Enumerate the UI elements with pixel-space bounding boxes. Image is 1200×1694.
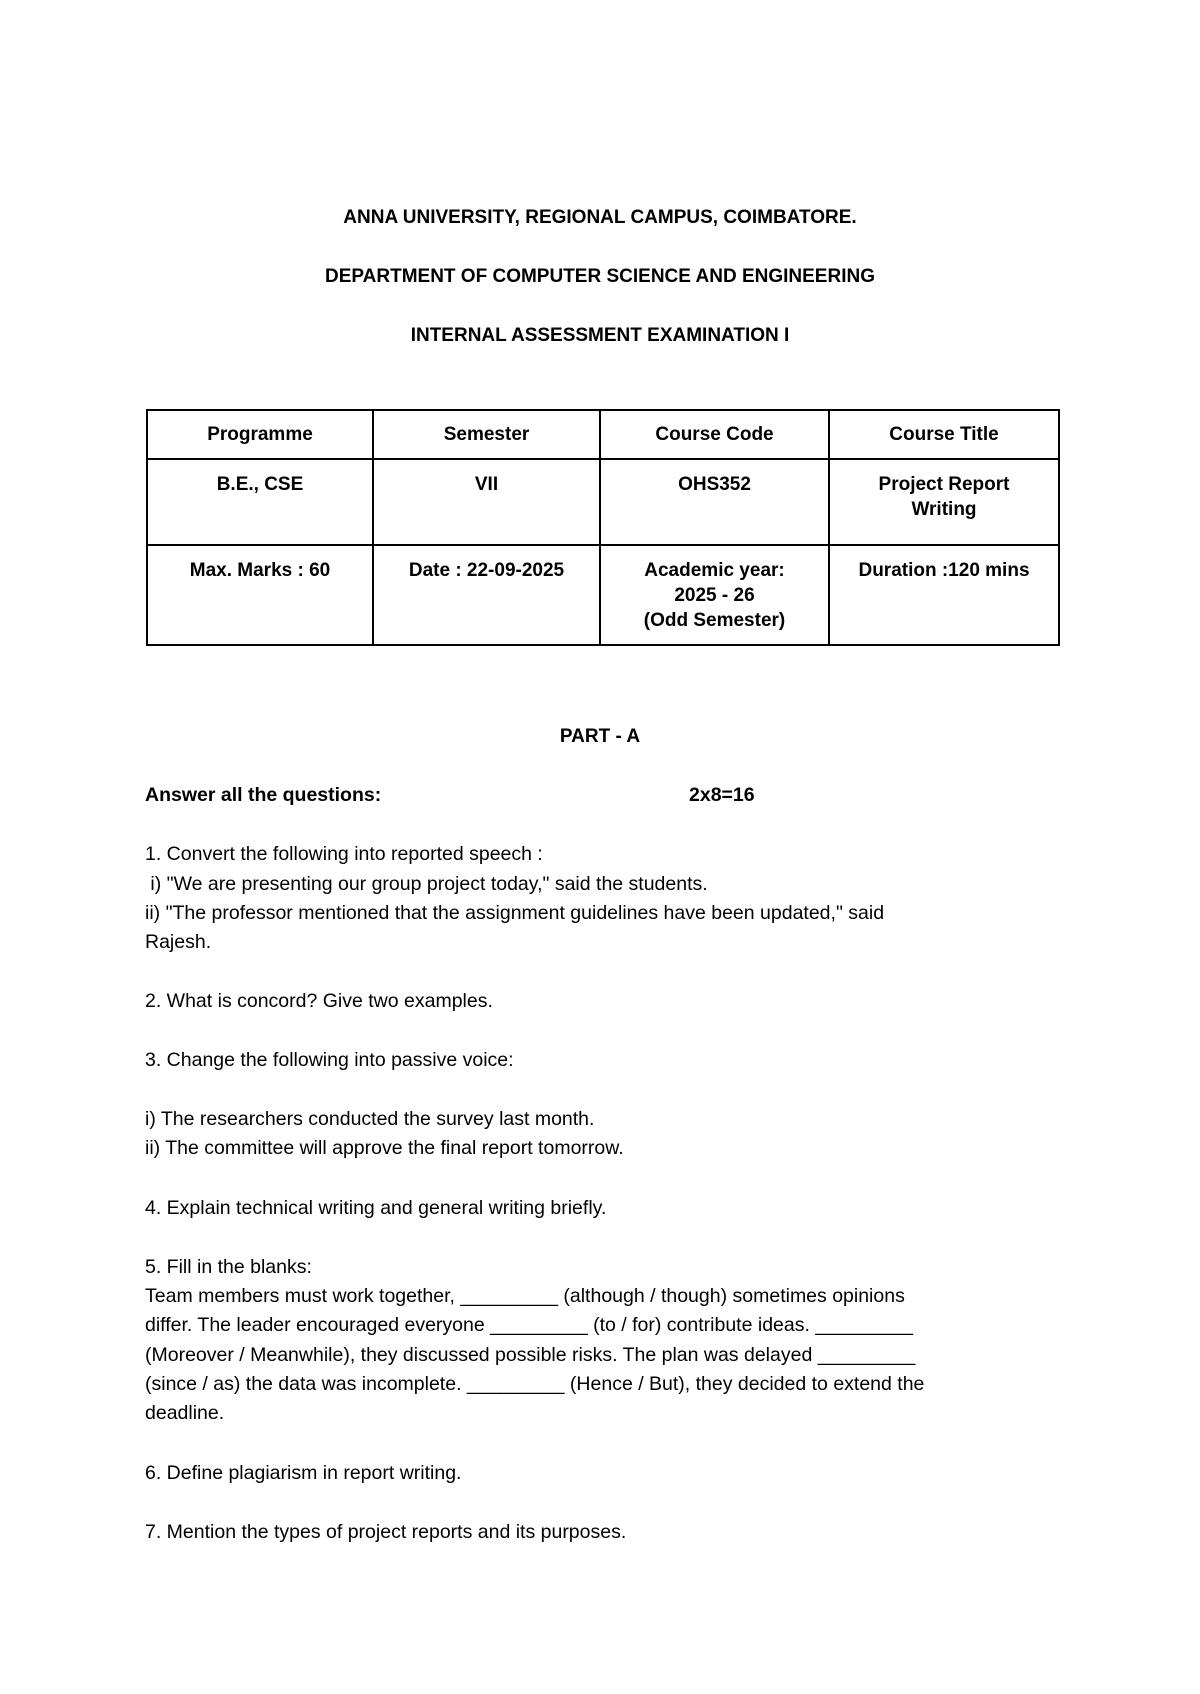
question-6: 6. Define plagiarism in report writing. [145, 1462, 462, 1484]
instruction-text: Answer all the questions: [145, 784, 382, 806]
duration-value: Duration :120 mins [829, 545, 1059, 645]
department-title: DEPARTMENT OF COMPUTER SCIENCE AND ENGINEERING [325, 266, 875, 287]
question-3-part-ii: ii) The committee will approve the final report tomorrow. [145, 1137, 624, 1159]
marks-allocation: 2x8=16 [689, 784, 755, 806]
question-4: 4. Explain technical writing and general writing briefly. [145, 1197, 607, 1219]
question-5-line: (Moreover / Meanwhile), they discussed possible risks. The plan was delayed _________ [145, 1344, 916, 1366]
course-info-table [146, 409, 1060, 646]
question-3: 3. Change the following into passive voice: [145, 1049, 514, 1071]
academic-year-value [600, 545, 829, 645]
question-3-part-i: i) The researchers conducted the survey last month. [145, 1108, 595, 1130]
course-title-value [829, 459, 1059, 545]
exam-title: INTERNAL ASSESSMENT EXAMINATION I [410, 325, 790, 346]
question-5-line: differ. The leader encouraged everyone _________ (to / for) contribute ideas. _________ [145, 1314, 913, 1336]
question-1-part-ii: ii) "The professor mentioned that the assignment guidelines have been updated," said [145, 902, 885, 924]
academic-year-line: (Odd Semester) [643, 610, 786, 631]
question-5: 5. Fill in the blanks: [145, 1256, 312, 1278]
academic-year-line: 2025 - 26 [674, 585, 755, 606]
table-header-row [147, 410, 1059, 459]
question-1: 1. Convert the following into reported speech : [145, 843, 543, 865]
course-title-line: Writing [911, 499, 977, 520]
question-1-part-i: i) "We are presenting our group project today," said the students. [145, 873, 708, 895]
semester-value: VII [373, 459, 600, 545]
question-7: 7. Mention the types of project reports and its purposes. [145, 1521, 627, 1543]
question-2: 2. What is concord? Give two examples. [145, 990, 493, 1012]
date-value: Date : 22-09-2025 [373, 545, 600, 645]
university-title: ANNA UNIVERSITY, REGIONAL CAMPUS, COIMBATORE. [343, 207, 857, 228]
header-programme: Programme [147, 410, 373, 459]
question-5-line: Team members must work together, _________ (although / though) sometimes opinions [145, 1285, 905, 1307]
question-5-line: deadline. [145, 1402, 225, 1424]
table-row [147, 459, 1059, 545]
question-1-part-ii-cont: Rajesh. [145, 931, 212, 953]
table-row [147, 545, 1059, 645]
max-marks-value: Max. Marks : 60 [147, 545, 373, 645]
course-title-line: Project Report [878, 474, 1010, 495]
academic-year-line: Academic year: [644, 560, 785, 581]
header-semester: Semester [373, 410, 600, 459]
programme-value: B.E., CSE [147, 459, 373, 545]
course-code-value: OHS352 [600, 459, 829, 545]
part-a-title: PART - A [559, 726, 641, 747]
header-course-title: Course Title [829, 410, 1059, 459]
header-course-code: Course Code [600, 410, 829, 459]
question-5-line: (since / as) the data was incomplete. _________ (Hence / But), they decided to extend the [145, 1373, 925, 1395]
